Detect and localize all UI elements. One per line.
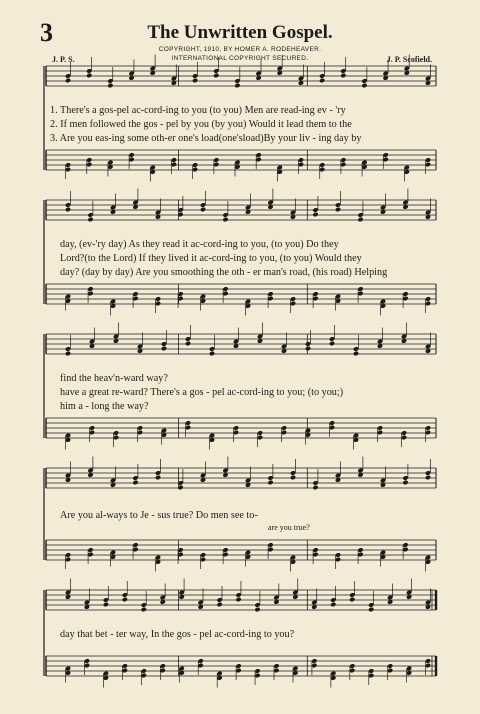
note-head	[65, 351, 71, 357]
chorus-line-1: Are you al-ways to Je - sus true? Do men see to-	[60, 510, 258, 521]
note-head	[65, 78, 71, 84]
note-head	[353, 351, 359, 357]
note-head	[87, 217, 93, 223]
note-head	[361, 83, 367, 89]
note-head	[192, 78, 198, 84]
verse-1-line-3: find the heav'n-ward way?	[60, 373, 168, 384]
note-head	[185, 341, 191, 347]
hymn-number: 3	[40, 18, 53, 47]
note-head	[234, 83, 240, 89]
composer-credit: J. P. Scofield.	[386, 55, 432, 64]
note-head	[357, 217, 363, 223]
notes	[65, 55, 431, 688]
note-head	[312, 212, 318, 218]
note-head	[161, 346, 167, 352]
note-head	[107, 83, 113, 89]
verse-2-line-2: Lord?(to the Lord) If they lived it ac-cord-ing to you, (to you) Would they	[60, 253, 362, 264]
note-head	[132, 480, 138, 486]
verse-3-line-2: day? (day by day) Are you smoothing the oth - er man's road, (his road) Helping	[60, 267, 388, 278]
verse-2-line-1: 2. If men followed the gos - pel by you (by you) Would it lead them to the	[50, 119, 352, 130]
note-head	[209, 351, 215, 357]
note-head	[425, 475, 431, 481]
note-head	[335, 207, 341, 213]
note-head	[267, 480, 273, 486]
verse-3-line-1: 3. Are you eas-ing some oth-er one's load(one'sload)By your liv - ing day by	[50, 133, 362, 144]
copyright-secured-line: INTERNATIONAL COPYRIGHT SECURED.	[171, 55, 309, 62]
note-head	[222, 217, 228, 223]
verse-1-line-1: 1. There's a gos-pel ac-cord-ing to you (to you) Men are read-ing ev - 'ry	[50, 105, 346, 116]
note-head	[122, 597, 128, 603]
note-head	[329, 341, 335, 347]
note-head	[312, 485, 318, 491]
verse-2-line-3: have a great re-ward? There's a gos - pel ac-cord-ing to you; (to you;)	[60, 387, 344, 398]
note-head	[330, 602, 336, 608]
note-head	[216, 602, 222, 608]
note-head	[340, 73, 346, 79]
staff-lines	[44, 66, 436, 676]
note-head	[349, 597, 355, 603]
chorus-line-2: day that bet - ter way, In the gos - pel ac-cord-ing to you?	[60, 629, 295, 640]
copyright-line: COPYRIGHT, 1910, BY HOMER A. RODEHEAVER.	[158, 46, 322, 53]
note-head	[86, 73, 92, 79]
hymn-title: The Unwritten Gospel.	[147, 22, 333, 43]
verse-1-line-2: day, (ev-'ry day) As they read it ac-cord-ing to you, (to you) Do they	[60, 239, 339, 250]
note-head	[368, 607, 374, 613]
note-head	[402, 480, 408, 486]
note-head	[103, 602, 109, 608]
note-head	[235, 597, 241, 603]
chorus-echo: are you true?	[268, 523, 310, 532]
note-head	[65, 207, 71, 213]
note-head	[319, 78, 325, 84]
note-head	[141, 607, 147, 613]
verse-3-line-3: him a - long the way?	[60, 401, 149, 412]
note-head	[213, 73, 219, 79]
note-head	[155, 475, 161, 481]
note-head	[200, 207, 206, 213]
note-head	[305, 346, 311, 352]
lyricist-credit: J. P. S.	[52, 55, 75, 64]
note-head	[290, 475, 296, 481]
note-head	[254, 607, 260, 613]
